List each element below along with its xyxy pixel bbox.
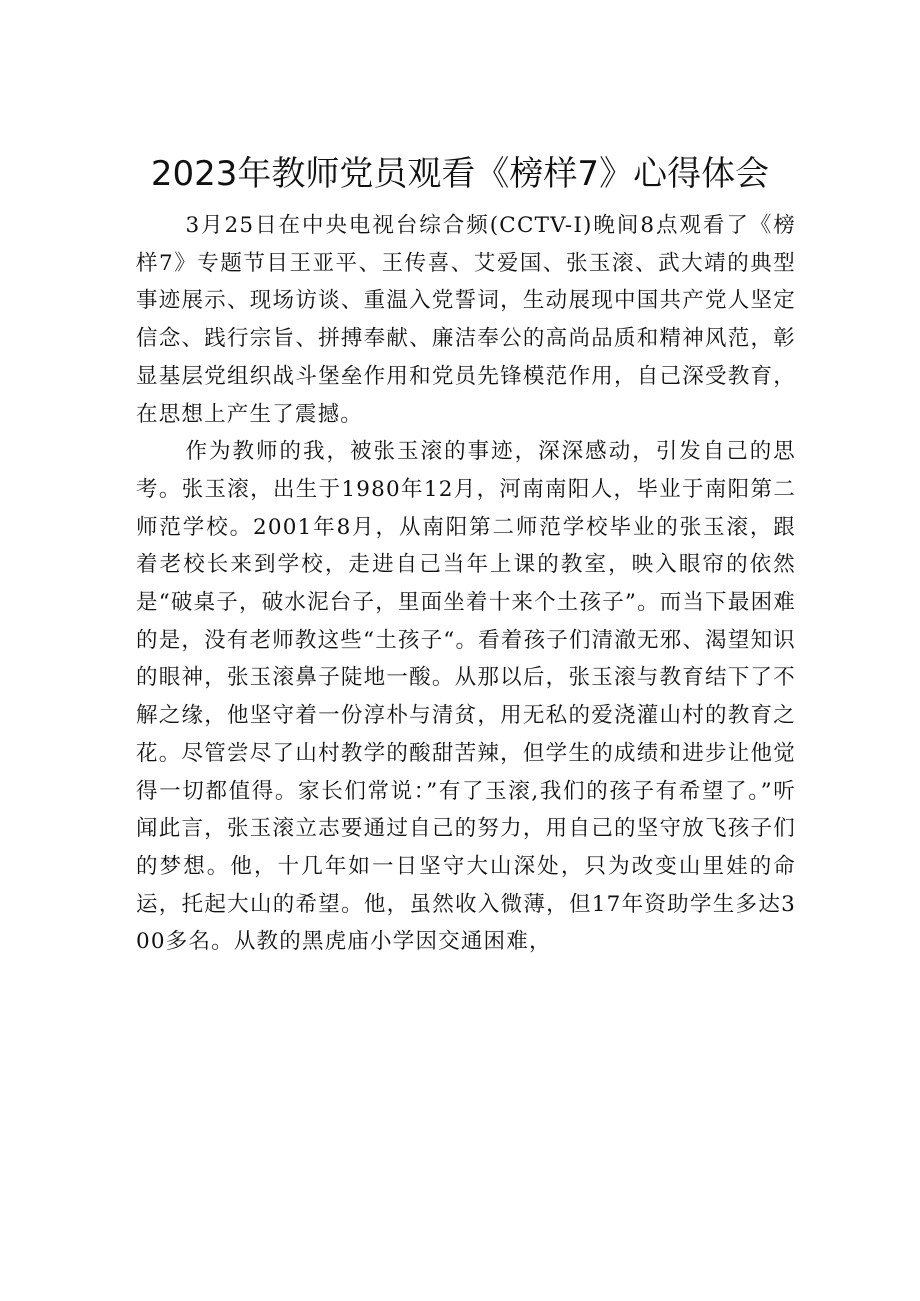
document-title: 2023年教师党员观看《榜样7》心得体会 [150,153,770,194]
document-body [136,207,796,961]
paragraph-1: 3月25日在中央电视台综合频(CCTV-I)晚间8点观看了《榜样7》专题节目王亚平、王传喜、艾爱国、张玉滚、武大靖的典型事迹展示、现场访谈、重温入党誓词，生动展现中国共产党人坚定信念、践行宗旨、拼搏奉献、廉洁奉公的高尚品质和精神风范，彰显基层党组织战斗堡垒作用和党员先锋模范作用，自己深受教育，在思想上产生了震撼。 [136,213,796,427]
paragraph-2: 作为教师的我，被张玉滚的事迹，深深感动，引发自己的思考。张玉滚，出生于1980年12月，河南南阳人，毕业于南阳第二师范学校。2001年8月，从南阳第二师范学校毕业的张玉滚，跟着老校长来到学校，走进自己当年上课的教室，映入眼帘的依然是“破桌子，破水泥台子，里面坐着十来个土孩子”。而当下最困难的是，没有老师教这些“土孩子“。看着孩子们清澈无邪、渴望知识的眼神，张玉滚鼻子陡地一酸。从那以后，张玉滚与教育结下了不解之缘，他坚守着一份淳朴与清贫，用无私的爱浇灌山村的教育之花。尽管尝尽了山村教学的酸甜苦辣，但学生的成绩和进步让他觉得一切都值得。家长们常说：”有了玉滚,我们的孩子有希望了。”听闻此言，张玉滚立志要通过自己的努力，用自己的坚守放飞孩子们的梦想。他，十几年如一日坚守大山深处，只为改变山里娃的命运，托起大山的希望。他，虽然收入微薄，但17年资助学生多达300多名。从教的黑虎庙小学因交通困难， [136,439,796,955]
